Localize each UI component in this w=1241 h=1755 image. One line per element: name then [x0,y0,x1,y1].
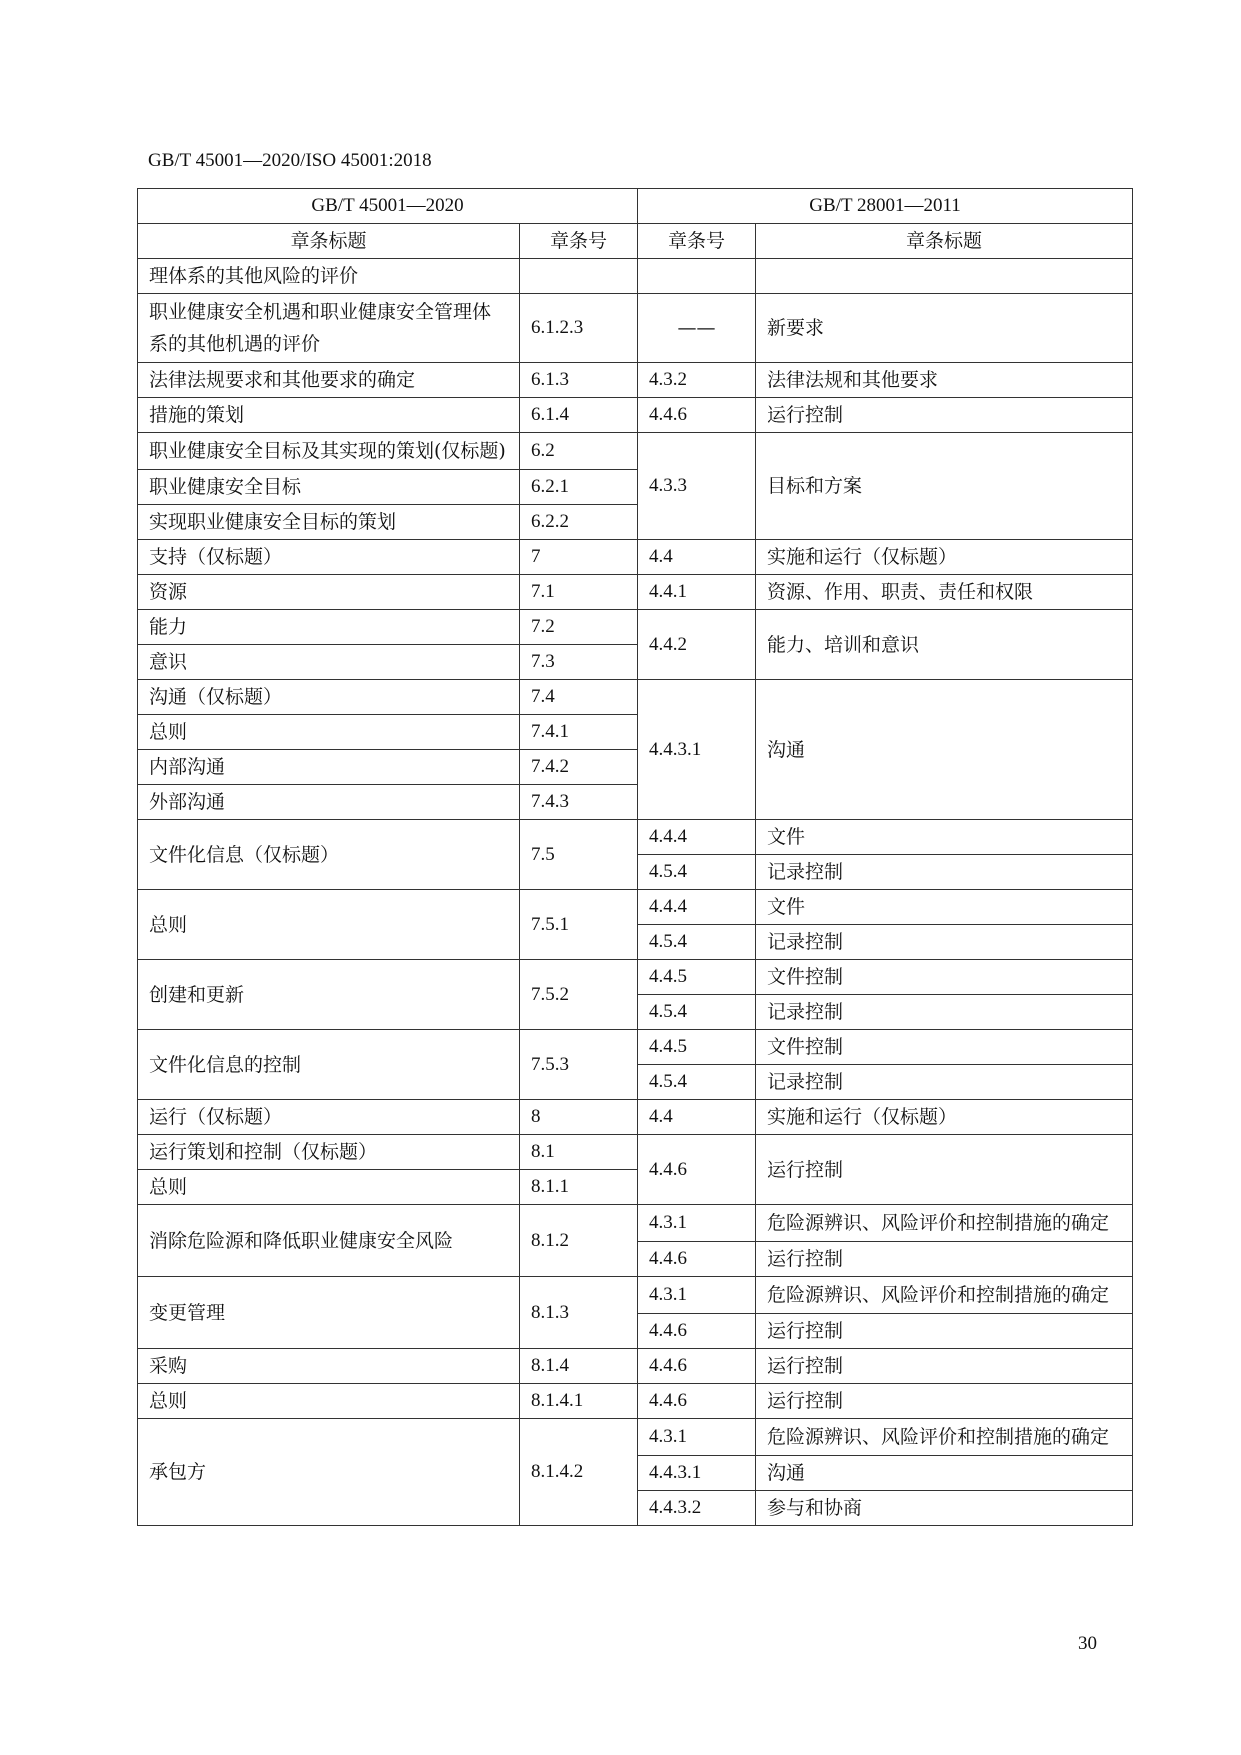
right-no [638,259,756,294]
right-title: 实施和运行（仅标题） [756,540,1133,575]
left-no: 8.1.4.2 [520,1419,638,1526]
right-no: 4.4.6 [638,1349,756,1384]
left-no [520,259,638,294]
right-title: 实施和运行（仅标题） [756,1100,1133,1135]
left-no: 7.4.3 [520,785,638,820]
table-row [138,398,1133,433]
right-title: 目标和方案 [756,433,1133,540]
right-no: 4.3.1 [638,1205,756,1242]
left-no: 8.1.4.1 [520,1384,638,1419]
left-no: 7.5 [520,820,638,890]
left-title: 职业健康安全目标及其实现的策划(仅标题) [138,433,520,470]
left-no: 7.5.1 [520,890,638,960]
left-no: 7 [520,540,638,575]
right-title: 运行控制 [756,1384,1133,1419]
left-title: 总则 [138,1384,520,1419]
left-no: 7.4.2 [520,750,638,785]
left-title: 职业健康安全目标 [138,470,520,505]
right-title: 文件 [756,890,1133,925]
left-title: 资源 [138,575,520,610]
right-no: 4.4.6 [638,1242,756,1277]
right-no: 4.4.3.1 [638,1456,756,1491]
table-row [138,259,1133,294]
left-no: 7.3 [520,645,638,680]
group-left-header: GB/T 45001—2020 [138,189,638,224]
left-no: 8.1.2 [520,1205,638,1277]
left-title: 创建和更新 [138,960,520,1030]
table-row [138,960,1133,995]
right-no: 4.3.2 [638,363,756,398]
left-no: 6.2.2 [520,505,638,540]
right-no: 4.4.6 [638,1314,756,1349]
right-no: 4.4.2 [638,610,756,680]
table-row [138,540,1133,575]
right-no: 4.4.4 [638,890,756,925]
right-no: 4.5.4 [638,925,756,960]
left-title: 实现职业健康安全目标的策划 [138,505,520,540]
left-title: 文件化信息的控制 [138,1030,520,1100]
right-title: 记录控制 [756,995,1133,1030]
right-no: 4.4.1 [638,575,756,610]
left-no: 8.1.4 [520,1349,638,1384]
page-number: 30 [1078,1633,1097,1654]
left-title: 外部沟通 [138,785,520,820]
left-title: 消除危险源和降低职业健康安全风险 [138,1205,520,1277]
left-no: 8.1 [520,1135,638,1170]
right-no: 4.4 [638,1100,756,1135]
right-title: 参与和协商 [756,1491,1133,1526]
table-row [138,1205,1133,1242]
clause-mapping-table [137,188,1133,1526]
right-title: 运行控制 [756,398,1133,433]
right-no: 4.4.6 [638,1135,756,1205]
right-no: 4.3.1 [638,1419,756,1456]
right-title [756,259,1133,294]
right-title: 法律法规和其他要求 [756,363,1133,398]
left-no: 7.4 [520,680,638,715]
table-column-header [138,224,1133,259]
left-no: 6.1.3 [520,363,638,398]
left-no: 6.2 [520,433,638,470]
right-title: 沟通 [756,1456,1133,1491]
left-title: 运行（仅标题） [138,1100,520,1135]
right-title: 运行控制 [756,1242,1133,1277]
right-title: 资源、作用、职责、责任和权限 [756,575,1133,610]
right-title: 危险源辨识、风险评价和控制措施的确定 [756,1205,1133,1242]
right-title: 沟通 [756,680,1133,820]
left-no: 7.4.1 [520,715,638,750]
left-title: 总则 [138,890,520,960]
table-row [138,680,1133,715]
left-no: 6.1.4 [520,398,638,433]
right-title: 运行控制 [756,1314,1133,1349]
right-no: 4.4.4 [638,820,756,855]
left-no: 6.2.1 [520,470,638,505]
table-group-header [138,189,1133,224]
left-no: 6.1.2.3 [520,294,638,363]
table-row [138,1384,1133,1419]
right-no: 4.4.6 [638,398,756,433]
left-title: 职业健康安全机遇和职业健康安全管理体系的其他机遇的评价 [138,294,520,363]
left-no: 7.5.2 [520,960,638,1030]
table-row [138,433,1133,470]
right-title: 运行控制 [756,1135,1133,1205]
left-title: 意识 [138,645,520,680]
table-row [138,1349,1133,1384]
right-no: 4.4.5 [638,1030,756,1065]
table-row [138,1277,1133,1314]
left-title: 内部沟通 [138,750,520,785]
left-no: 7.1 [520,575,638,610]
left-title: 能力 [138,610,520,645]
right-title: 记录控制 [756,855,1133,890]
left-title: 承包方 [138,1419,520,1526]
col-title-right: 章条标题 [756,224,1133,259]
col-title-left: 章条标题 [138,224,520,259]
table-row [138,1030,1133,1065]
right-no: 4.5.4 [638,855,756,890]
right-title: 能力、培训和意识 [756,610,1133,680]
right-title: 记录控制 [756,1065,1133,1100]
left-title: 变更管理 [138,1277,520,1349]
right-title: 运行控制 [756,1349,1133,1384]
table-row [138,363,1133,398]
right-no: 4.4.6 [638,1384,756,1419]
table-row [138,610,1133,645]
right-no: 4.3.3 [638,433,756,540]
right-no: 4.5.4 [638,1065,756,1100]
left-title: 法律法规要求和其他要求的确定 [138,363,520,398]
left-title: 总则 [138,1170,520,1205]
table-row [138,575,1133,610]
left-title: 文件化信息（仅标题） [138,820,520,890]
right-no: 4.5.4 [638,995,756,1030]
right-title: 文件控制 [756,1030,1133,1065]
right-no: 4.4.3.1 [638,680,756,820]
right-title: 危险源辨识、风险评价和控制措施的确定 [756,1419,1133,1456]
left-no: 8.1.1 [520,1170,638,1205]
right-no: 4.3.1 [638,1277,756,1314]
left-title: 运行策划和控制（仅标题） [138,1135,520,1170]
right-title: 文件 [756,820,1133,855]
table-row [138,1419,1133,1456]
left-title: 采购 [138,1349,520,1384]
left-title: 总则 [138,715,520,750]
table-row [138,820,1133,855]
left-title: 理体系的其他风险的评价 [138,259,520,294]
right-no: —— [638,294,756,363]
right-title: 危险源辨识、风险评价和控制措施的确定 [756,1277,1133,1314]
left-title: 措施的策划 [138,398,520,433]
table-row [138,1100,1133,1135]
left-title: 支持（仅标题） [138,540,520,575]
table-row [138,890,1133,925]
table-row [138,294,1133,363]
right-title: 新要求 [756,294,1133,363]
right-no: 4.4 [638,540,756,575]
right-no: 4.4.5 [638,960,756,995]
table-row [138,1135,1133,1170]
left-no: 7.5.3 [520,1030,638,1100]
right-title: 记录控制 [756,925,1133,960]
col-no-right: 章条号 [638,224,756,259]
col-no-left: 章条号 [520,224,638,259]
left-no: 7.2 [520,610,638,645]
left-title: 沟通（仅标题） [138,680,520,715]
document-header: GB/T 45001—2020/ISO 45001:2018 [148,150,432,171]
left-no: 8.1.3 [520,1277,638,1349]
left-no: 8 [520,1100,638,1135]
group-right-header: GB/T 28001—2011 [638,189,1133,224]
right-no: 4.4.3.2 [638,1491,756,1526]
right-title: 文件控制 [756,960,1133,995]
